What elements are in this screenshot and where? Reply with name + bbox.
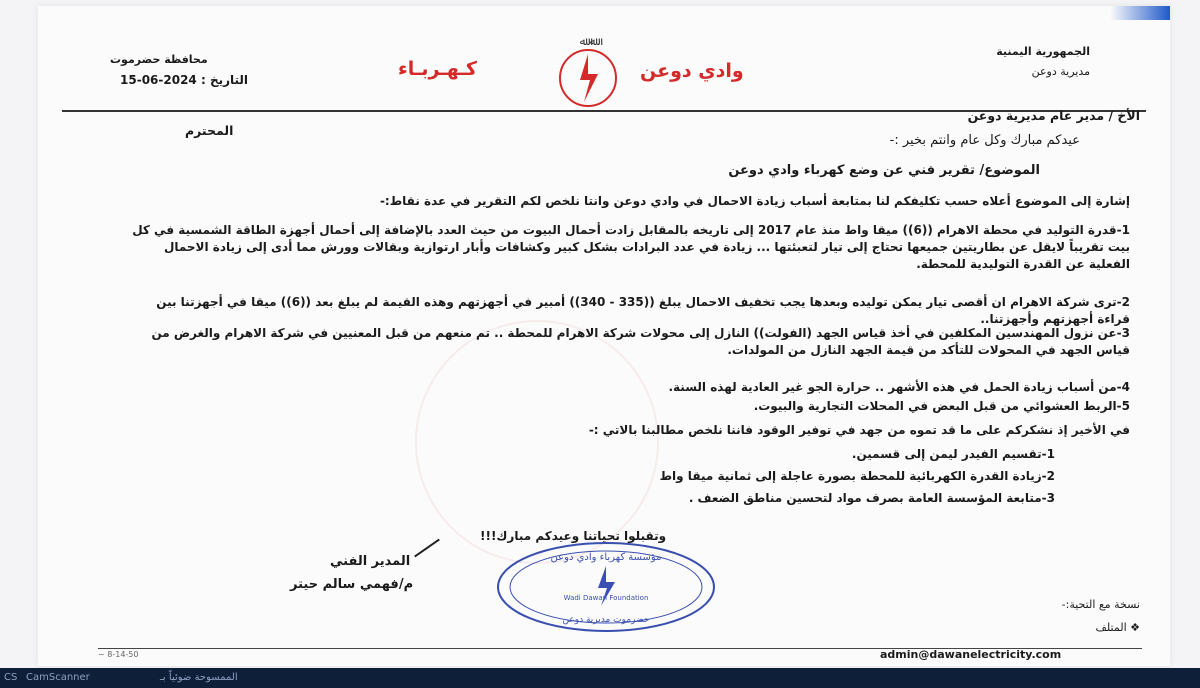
brand-right: وادي دوعن [640, 60, 744, 82]
brand-left: كـهـربـاء [398, 58, 477, 80]
signer-title: المدير الفني [330, 554, 411, 569]
copy-label: نسخة مع التحية:- [1061, 598, 1140, 611]
point-1: 1-قدرة التوليد في محطة الاهرام ((6)) ميقا واط منذ عام 2017 إلى تاريخه بالمقابل زادت أحمال البيوت من حيث العدد بالإضافة إلى أحمال أجهزة الطاقة الشمسية في كل بيت تقريباً لايقل عن بطاريتين جميعها تحتاج إلى تيار لتعبئتها ... زيادة في عدد البرادات بشكل كبير وكشافات وأبار ارتوازية وبقالات وورش مما أدى إلى زيادة الاحمال الفعلية عن القدرة التوليدية للمحطة. [132, 223, 1130, 271]
copy-item [1096, 621, 1140, 634]
date-label: التاريخ : [200, 73, 249, 87]
request-1: 1-تقسيم الفيدر ليمن إلى قسمين. [851, 447, 1055, 461]
country-name: الجمهورية اليمنية [996, 45, 1090, 58]
footer-email: admin@dawanelectricity.com [880, 648, 1062, 661]
stamp-mid-text: Wadi Dawan Foundation [563, 594, 649, 602]
svg-text:ﷲ ﷲ: ﷲ ﷲ [579, 35, 597, 48]
scan-edge-accent [1110, 6, 1170, 20]
subject-line: الموضوع/ تقرير فني عن وضع كهرباء وادي دوعن [728, 163, 1040, 178]
request-3: 3-متابعة المؤسسة العامة بصرف مواد لتحسين مناطق الضعف . [688, 491, 1055, 505]
footer-code: ~ 8-14-50 [98, 650, 139, 659]
camscanner-logo-icon: CS [4, 672, 18, 683]
copy-item-text: المتلف [1095, 621, 1127, 634]
point-3: 3-عن نزول المهندسين المكلفين في أخذ قياس الجهد (الفولت)) النازل إلى محولات شركة الاهرام للمحطة .. تم منعهم من قبل المعنيين في شركة الاهرام والغرض من قياس الجهد في المحولات للتأكد من قيمة الجهد النازل من المولدات. [151, 326, 1130, 357]
date-value: 2024-06-15 [120, 73, 197, 87]
closing-request: في الأخير إذ نشكركم على ما قد تموه من جهد في توفير الوقود فاننا نلخص مطالبنا بالاتي :- [588, 423, 1130, 437]
intro-paragraph: إشارة إلى الموضوع أعلاه حسب تكليفكم لنا بمتابعة أسباب زيادة الاحمال في وادي دوعن وانتا نلخص لكم التقرير في عدة نقاط:- [379, 194, 1130, 208]
point-2: 2-ترى شركة الاهرام ان أقصى تيار يمكن توليده وبعدها يجب تخفيف الاحمال يبلغ ((335 - 340)) أمبير في أجهزتهم وهذه القيمة لم يبلغ بعد ((6)) ميقا في أجهزتنا بين قراءة أجهزتهم وأجهزتنا.. [156, 295, 1130, 326]
stamp-top-text: مؤسسة كهرباء وادي دوعن [550, 552, 662, 563]
directorate-name: مديرية دوعن [1031, 65, 1090, 78]
stamp-bottom-text: حضرموت مديرية دوعن [562, 615, 650, 625]
app-name: CamScanner [26, 672, 90, 683]
addressee: الأخ / مدير عام مديرية دوعن [967, 108, 1140, 123]
date-field [120, 73, 248, 87]
point-4: 4-من أسباب زيادة الحمل في هذه الأشهر .. حرارة الجو غير العادية لهذه السنة. [668, 380, 1130, 394]
scanner-app-bar [0, 668, 1200, 688]
respected-label: المحترم [185, 123, 234, 138]
official-stamp [494, 540, 718, 634]
sign-off: وتقبلوا تحياتنا وعيدكم مبارك!!! [480, 529, 667, 543]
request-2: 2-زيادة القدرة الكهربائية للمحطة بصورة عاجلة إلى ثمانية ميقا واط [659, 469, 1055, 483]
signer-name: م/فهمي سالم حيتر [290, 577, 414, 592]
governorate-name: محافظة حضرموت [110, 53, 208, 66]
point-5: 5-الربط العشوائي من قبل البعض في المحلات التجارية والبيوت. [753, 399, 1130, 413]
company-logo [538, 30, 638, 110]
copy-bullet-icon: ❖ [1126, 621, 1140, 634]
scanned-with-label: الممسوحة ضوئياً بـ [160, 672, 238, 683]
greeting: عيدكم مبارك وكل عام وانتم بخير :- [889, 133, 1080, 148]
